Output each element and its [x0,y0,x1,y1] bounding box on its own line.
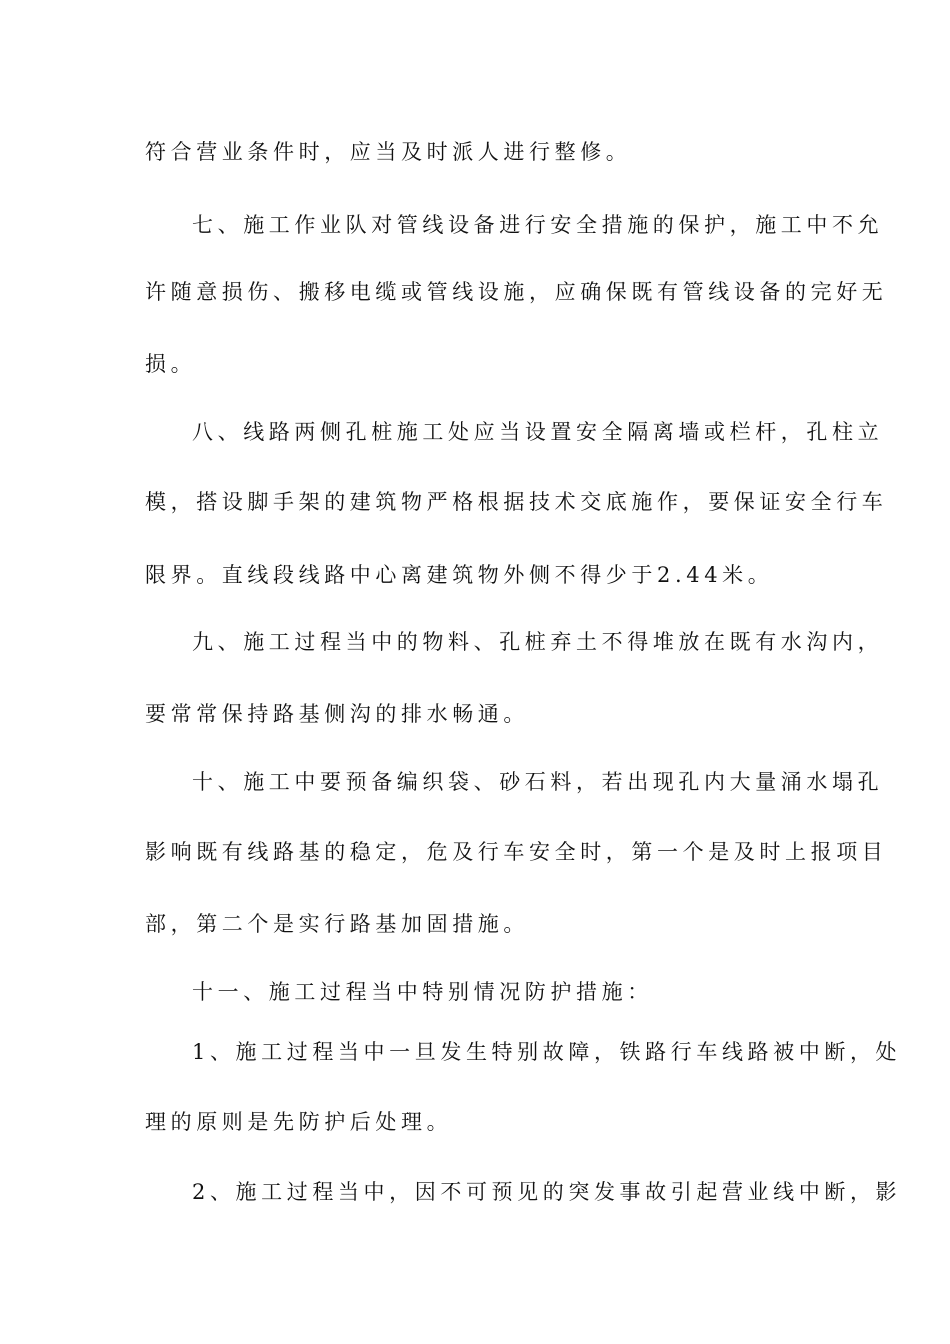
paragraph-line: 许随意损伤、搬移电缆或管线设施，应确保既有管线设备的完好无 [145,280,888,304]
paragraph-line: 十一、施工过程当中特别情况防护措施： [192,980,653,1004]
paragraph-line: 模，搭设脚手架的建筑物严格根据技术交底施作，要保证安全行车 [145,490,888,514]
paragraph-line: 理的原则是先防护后处理。 [145,1110,453,1134]
paragraph-line: 损。 [145,352,197,376]
paragraph-line: 影响既有线路基的稳定，危及行车安全时，第一个是及时上报项目 [145,840,888,864]
paragraph-line: 要常常保持路基侧沟的排水畅通。 [145,702,529,726]
paragraph-line: 八、线路两侧孔桩施工处应当设置安全隔离墙或栏杆，孔柱立 [192,420,884,444]
paragraph-line: 九、施工过程当中的物料、孔桩弃土不得堆放在既有水沟内， [192,630,884,654]
paragraph-line: 部，第二个是实行路基加固措施。 [145,912,529,936]
paragraph-line: 符合营业条件时，应当及时派人进行整修。 [145,140,632,164]
paragraph-line: 七、施工作业队对管线设备进行安全措施的保护，施工中不允 [192,213,884,237]
paragraph-line: 限界。直线段线路中心离建筑物外侧不得少于2.44米。 [145,563,774,587]
paragraph-line: 1、施工过程当中一旦发生特别故障，铁路行车线路被中断，处 [192,1040,902,1064]
paragraph-line: 2、施工过程当中，因不可预见的突发事故引起营业线中断，影 [192,1180,902,1204]
paragraph-line: 十、施工中要预备编织袋、砂石料，若出现孔内大量涌水塌孔 [192,770,884,794]
